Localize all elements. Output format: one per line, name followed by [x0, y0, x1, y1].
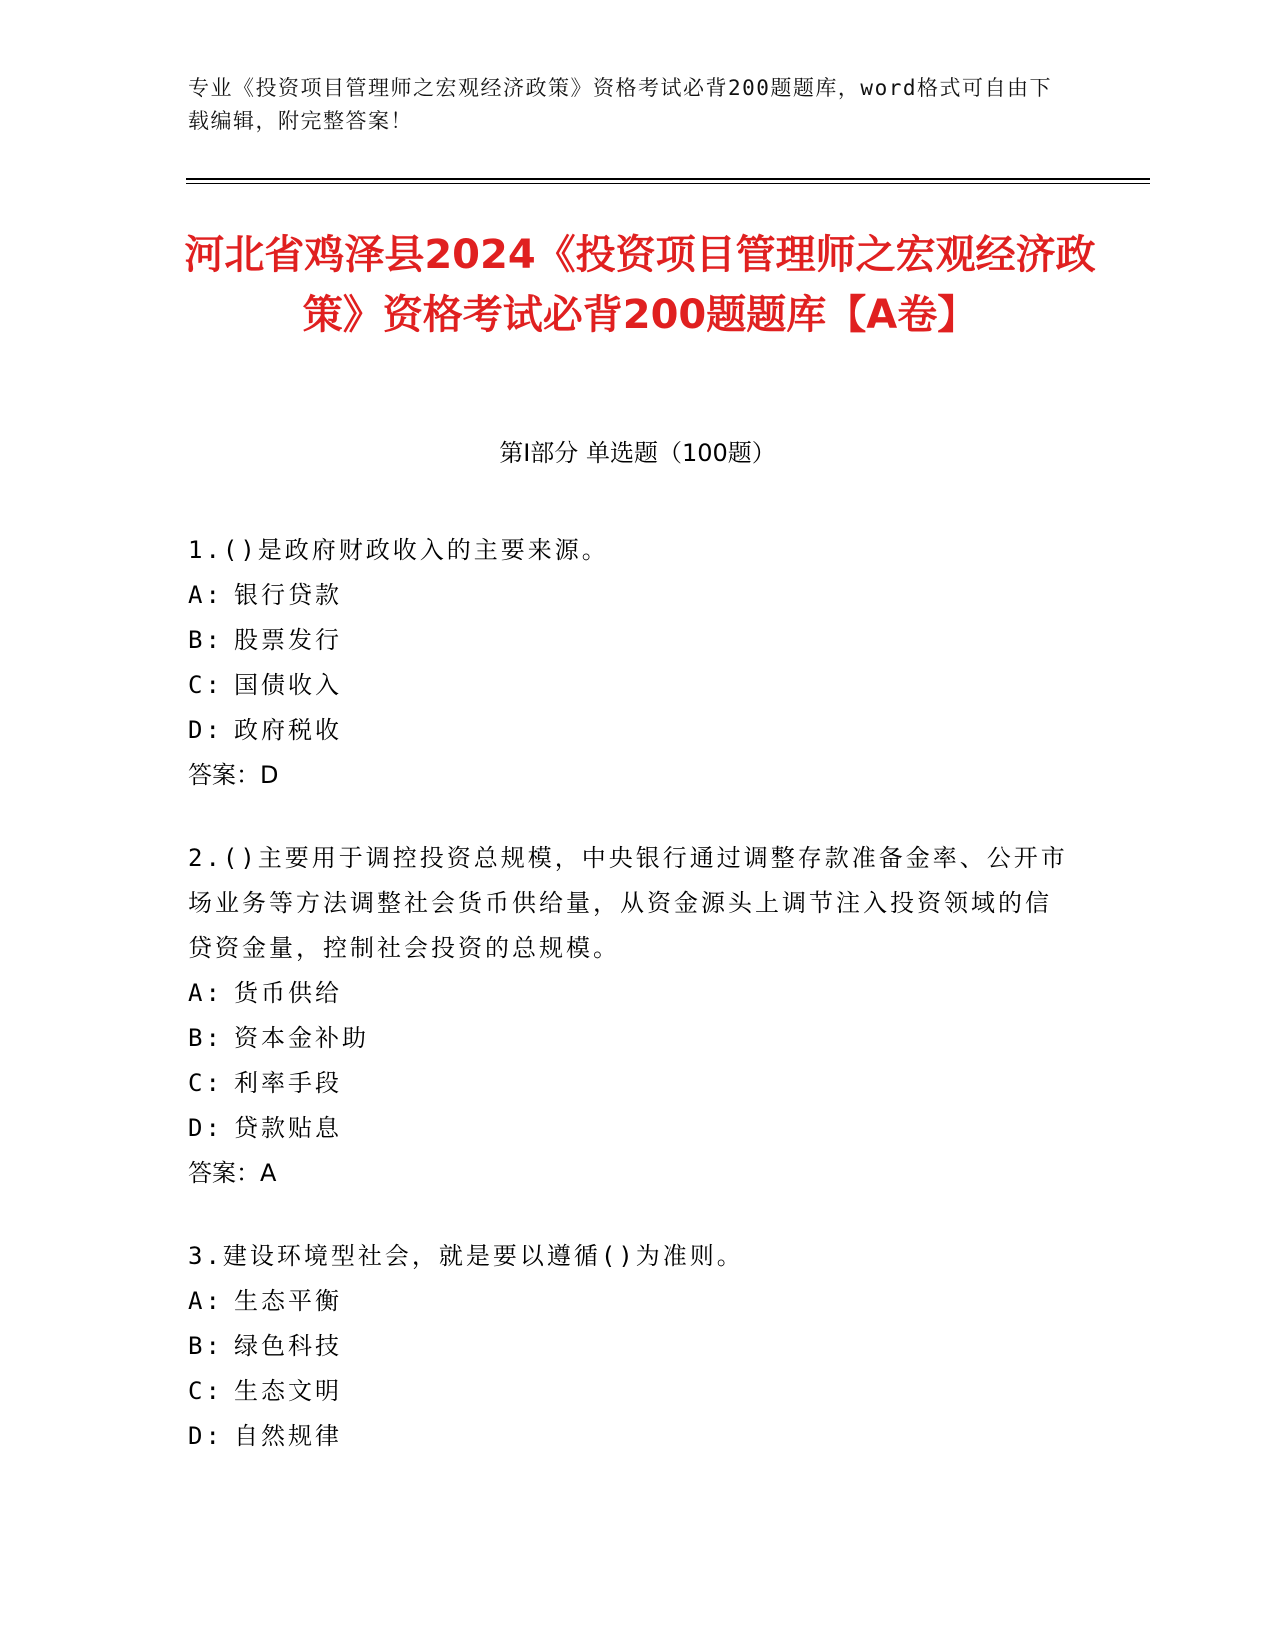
question-1 — [188, 528, 1068, 798]
question-stem: 2.()主要用于调控投资总规模，中央银行通过调整存款准备金率、公开市场业务等方法调整社会货币供给量，从资金源头上调节注入投资领域的信贷资金量，控制社会投资的总规模。 — [188, 844, 1068, 962]
option-a — [188, 971, 1068, 1016]
option-letter: A: — [188, 979, 223, 1007]
option-text: 贷款贴息 — [234, 1114, 342, 1142]
option-text: 利率手段 — [234, 1069, 342, 1097]
option-text: 股票发行 — [234, 626, 342, 654]
option-letter: D: — [188, 1114, 223, 1142]
header-divider-thick — [186, 178, 1150, 180]
option-letter: B: — [188, 1024, 223, 1052]
option-text: 政府税收 — [234, 716, 342, 744]
answer-line: 答案：D — [188, 761, 279, 789]
option-letter: B: — [188, 1332, 223, 1360]
option-text: 货币供给 — [234, 979, 342, 1007]
option-letter: D: — [188, 716, 223, 744]
header-divider-thin — [186, 183, 1150, 184]
option-letter: A: — [188, 1287, 223, 1315]
option-text: 绿色科技 — [234, 1332, 342, 1360]
answer-line: 答案：A — [188, 1159, 277, 1187]
document-title: 河北省鸡泽县2024《投资项目管理师之宏观经济政策》资格考试必背200题题库【A卷】 — [184, 232, 1096, 338]
option-letter: C: — [188, 1069, 223, 1097]
option-letter: C: — [188, 671, 223, 699]
option-b — [188, 1016, 1068, 1061]
option-b — [188, 1324, 1068, 1369]
option-a — [188, 573, 1068, 618]
option-letter: B: — [188, 626, 223, 654]
question-stem: 1.()是政府财政收入的主要来源。 — [188, 536, 609, 564]
option-letter: D: — [188, 1422, 223, 1450]
option-text: 自然规律 — [234, 1422, 342, 1450]
question-2 — [188, 836, 1068, 1196]
header-note: 专业《投资项目管理师之宏观经济政策》资格考试必背200题题库，word格式可自由下载编辑，附完整答案！ — [188, 76, 1052, 133]
option-text: 生态平衡 — [234, 1287, 342, 1315]
option-d — [188, 1414, 1068, 1459]
section-title: 第Ⅰ部分 单选题（100题） — [499, 439, 776, 467]
option-letter: C: — [188, 1377, 223, 1405]
option-text: 生态文明 — [234, 1377, 342, 1405]
option-text: 银行贷款 — [234, 581, 342, 609]
option-c — [188, 1369, 1068, 1414]
option-text: 国债收入 — [234, 671, 342, 699]
question-stem: 3.建设环境型社会，就是要以遵循()为准则。 — [188, 1242, 744, 1270]
option-letter: A: — [188, 581, 223, 609]
option-b — [188, 618, 1068, 663]
question-list — [188, 528, 1068, 1497]
option-a — [188, 1279, 1068, 1324]
option-c — [188, 663, 1068, 708]
question-3 — [188, 1234, 1068, 1459]
option-c — [188, 1061, 1068, 1106]
option-d — [188, 1106, 1068, 1151]
option-d — [188, 708, 1068, 753]
option-text: 资本金补助 — [234, 1024, 369, 1052]
